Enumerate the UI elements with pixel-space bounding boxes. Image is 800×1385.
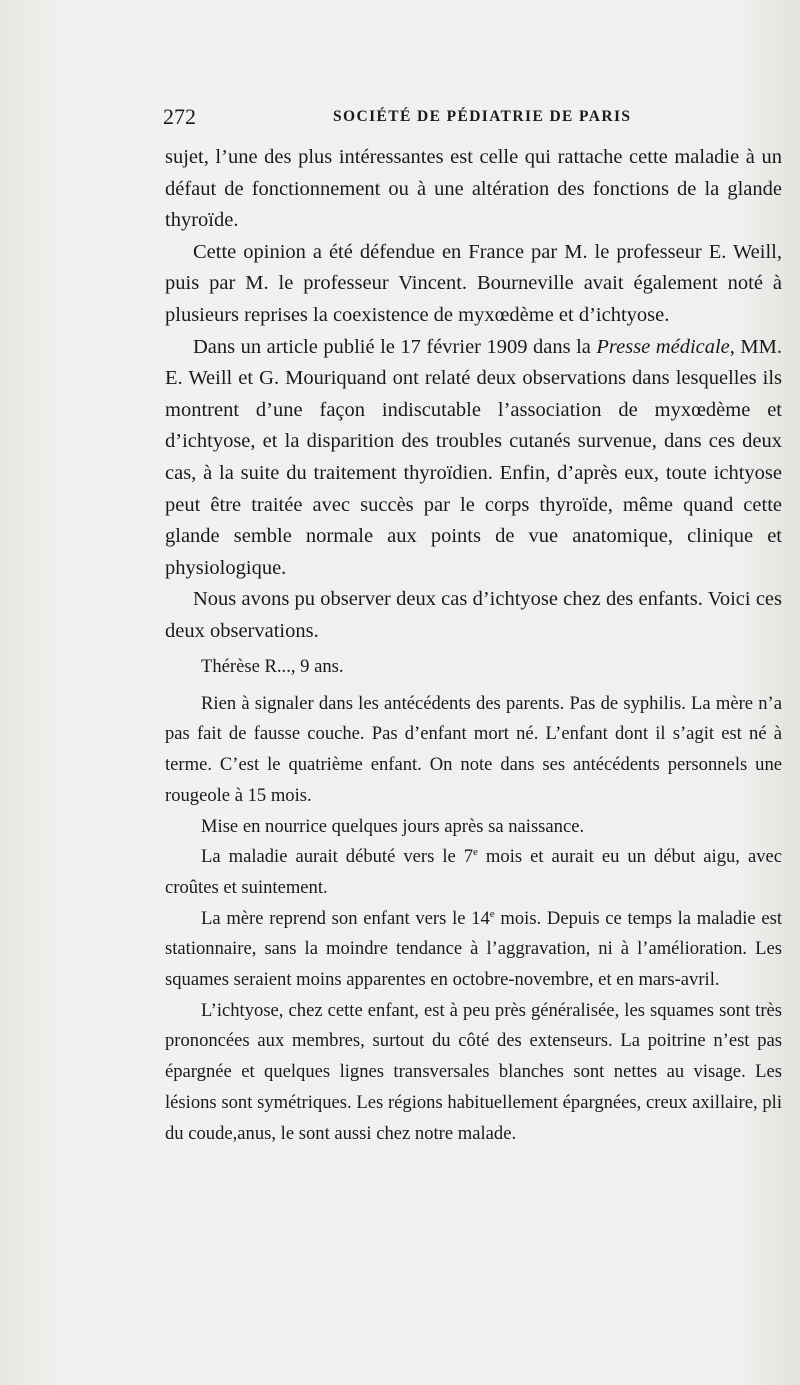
running-title: SOCIÉTÉ DE PÉDIATRIE DE PARIS [333, 108, 632, 125]
observation-findings: L’ichtyose, chez cette enfant, est à peu près généralisée, les squames sont très prononcées aux membres, surtout du côté des extenseurs. La poitrine n’est pas épargnée et quelques lignes transversales blanches sont nettes au visage. Les lésions sont symétriques. Les régions habituellement épargnées, creux axillaire, pli du coude,anus, le sont aussi chez notre malade. [165, 999, 782, 1144]
paragraph-opinion: Cette opinion a été défendue en France par M. le professeur E. Weill, puis par M. le professeur Vincent. Bourneville avait également noté à plusieurs reprises la coexistence de myxœdème et d’ichtyose. [165, 240, 782, 326]
observation-title: Thérèse R..., 9 ans. [201, 656, 344, 677]
course-text-end: mois. Depuis ce temps la maladie est stationnaire, sans la moindre tendance à l’aggravation, ni à l’amélioration. Les squames seraient moins apparentes en octobre-novembre, et en mars-avril. [165, 907, 782, 991]
onset-text-end: mois et aurait eu un début aigu, avec croûtes et suintement. [165, 846, 783, 898]
observation-antecedents: Rien à signaler dans les antécédents des parents. Pas de syphilis. La mère n’a pas fait de fausse couche. Pas d’enfant mort né. L’enfant dont il s’agit est né à terme. C’est le quatrième enfant. On note dans ses antécédents personnels une rougeole à 15 mois. [165, 692, 782, 806]
course-text-start: La mère reprend son enfant vers le 14 [201, 907, 490, 929]
paragraph-continuation: sujet, l’une des plus intéressantes est celle qui rattache cette maladie à un défaut de fonctionnement ou à une altération des fonctions de la glande thyroïde. [165, 146, 782, 232]
article-text-end: , MM. E. Weill et G. Mouriquand ont relaté deux observations dans lesquelles ils montrent d’une façon indiscutable l’association de myxœdème et d’ichtyose, et la disparition des troubles cutanés survenue, dans ces deux cas, à la suite du traitement thyroïdien. Enfin, d’après eux, toute ichtyose peut être traitée avec succès par le corps thyroïde, même quand cette glande semble normale aux points de vue anatomique, clinique et physiologique. [165, 335, 782, 579]
page-header [163, 104, 781, 134]
observation-course [165, 904, 782, 996]
course-superscript: e [489, 907, 495, 920]
article-text-start: Dans un article publié le 17 février 1909 dans la [193, 335, 597, 358]
observation-onset [165, 842, 782, 903]
observation-nurse: Mise en nourrice quelques jours après sa naissance. [201, 815, 585, 837]
main-text [165, 142, 782, 648]
onset-text-start: La maladie aurait débuté vers le 7 [201, 846, 474, 868]
page-number: 272 [163, 104, 196, 129]
journal-title: Presse médicale [596, 335, 730, 358]
paragraph-intro-observations: Nous avons pu observer deux cas d’ichtyose chez des enfants. Voici ces deux observations. [165, 588, 782, 642]
observation-block [165, 652, 782, 1149]
paragraph-article [165, 332, 782, 585]
onset-superscript: e [473, 846, 478, 859]
